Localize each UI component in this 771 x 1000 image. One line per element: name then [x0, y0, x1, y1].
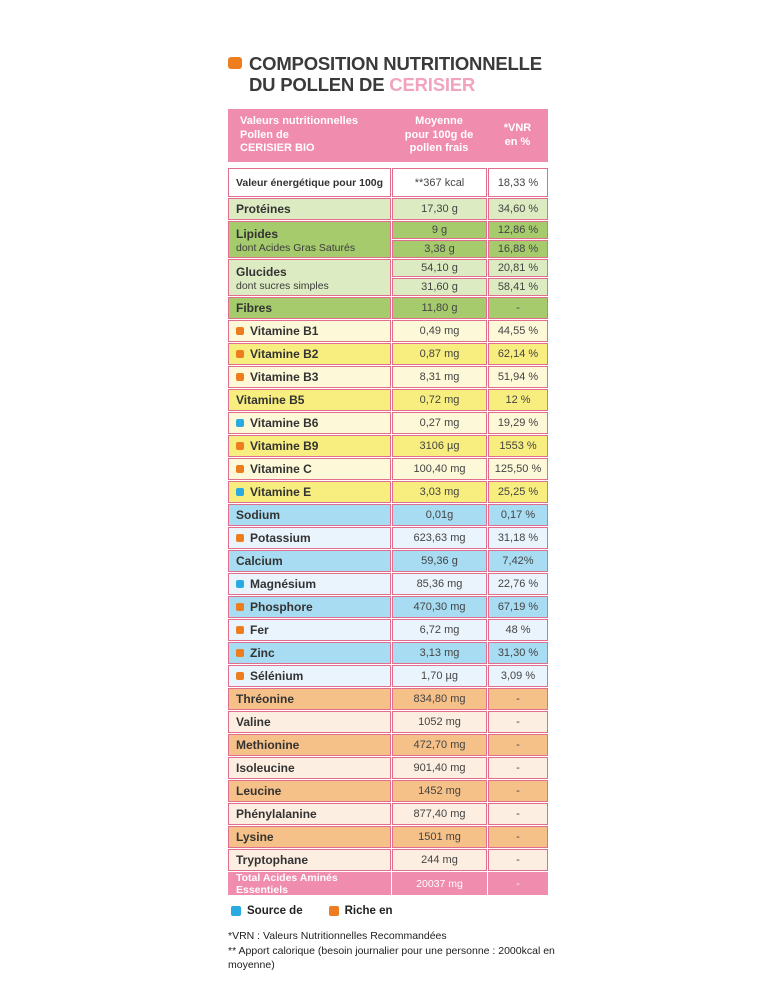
- row-vnr: -: [488, 711, 548, 733]
- legend: [228, 905, 548, 917]
- row-value: 1052 mg: [392, 711, 487, 733]
- row-label-text: Vitamine C: [250, 462, 312, 476]
- row-label-text: Leucine: [236, 784, 282, 798]
- header-col2-line: pollen frais: [409, 142, 469, 155]
- row-label: [228, 412, 391, 434]
- row-label-text: Vitamine B2: [250, 347, 319, 361]
- table-row: [228, 481, 548, 503]
- row-label-text: Vitamine B6: [250, 416, 319, 430]
- riche-en-icon: [236, 672, 244, 680]
- row-vnr: 31,30 %: [488, 642, 548, 664]
- row-label-text: Lysine: [236, 830, 274, 844]
- legend-riche-label: Riche en: [344, 905, 393, 917]
- row-label-text: Glucides: [236, 264, 287, 279]
- riche-en-icon: [236, 465, 244, 473]
- row-vnr: 62,14 %: [488, 343, 548, 365]
- row-label: [228, 198, 391, 220]
- row-value: 3106 µg: [392, 435, 487, 457]
- row-label-text: Vitamine B1: [250, 324, 319, 338]
- row-vnr: 18,33 %: [488, 168, 548, 197]
- row-label-text: Fer: [250, 623, 269, 637]
- row-label: [228, 642, 391, 664]
- row-vnr: 67,19 %: [488, 596, 548, 618]
- row-label: [228, 803, 391, 825]
- row-label: [228, 481, 391, 503]
- row-value: 3,13 mg: [392, 642, 487, 664]
- row-label: [228, 343, 391, 365]
- table-row: [228, 688, 548, 710]
- row-value: 1452 mg: [392, 780, 487, 802]
- row-subcolumn: [392, 221, 548, 258]
- row-vnr: -: [488, 297, 548, 319]
- row-vnr: -: [488, 872, 548, 895]
- header-col-nutrition: [228, 109, 391, 162]
- row-label-text: Calcium: [236, 554, 283, 568]
- source-de-icon: [231, 906, 241, 916]
- row-label-text: Tryptophane: [236, 853, 309, 867]
- row-vnr: 51,94 %: [488, 366, 548, 388]
- row-vnr: 12,86 %: [488, 221, 548, 239]
- page-title: [249, 53, 542, 95]
- header-col-average: [391, 109, 487, 162]
- table-row: [228, 412, 548, 434]
- row-subrow: [392, 221, 548, 239]
- table-row: [228, 573, 548, 595]
- row-label-text: Valeur énergétique pour 100g: [236, 176, 384, 189]
- row-label: [228, 573, 391, 595]
- table-row: [228, 711, 548, 733]
- riche-en-icon: [236, 373, 244, 381]
- row-vnr: 20,81 %: [488, 259, 548, 277]
- row-label-text: Lipides: [236, 226, 279, 241]
- row-label: [228, 435, 391, 457]
- header-col2-line: Moyenne: [415, 115, 463, 128]
- row-vnr: 3,09 %: [488, 665, 548, 687]
- row-sublabel-text: dont Acides Gras Saturés: [236, 241, 356, 254]
- riche-en-icon: [236, 534, 244, 542]
- table-row: [228, 389, 548, 411]
- row-label: [228, 168, 391, 197]
- row-value: 17,30 g: [392, 198, 487, 220]
- row-label-text: Vitamine B3: [250, 370, 319, 384]
- content: [228, 53, 555, 973]
- row-vnr: 0,17 %: [488, 504, 548, 526]
- row-label: [228, 688, 391, 710]
- row-label: [228, 527, 391, 549]
- row-label: [228, 757, 391, 779]
- table-row: [228, 221, 548, 258]
- title-section: [228, 53, 548, 95]
- header-col2-line: pour 100g de: [404, 128, 474, 141]
- footnotes: [228, 929, 568, 973]
- riche-en-icon: [236, 350, 244, 358]
- row-label-text: Valine: [236, 715, 271, 729]
- table-row: [228, 642, 548, 664]
- row-value: 0,72 mg: [392, 389, 487, 411]
- table-row: [228, 803, 548, 825]
- table-row: [228, 596, 548, 618]
- row-label: [228, 550, 391, 572]
- row-label: [228, 259, 391, 296]
- row-label: [228, 826, 391, 848]
- row-label: [228, 221, 391, 258]
- footnote-calories: ** Apport calorique (besoin journalier pour une personne : 2000kcal en moyenne): [228, 944, 555, 971]
- row-value: 54,10 g: [392, 259, 487, 277]
- row-label-text: Potassium: [250, 531, 311, 545]
- row-vnr: 31,18 %: [488, 527, 548, 549]
- riche-en-icon: [236, 603, 244, 611]
- row-value: 1,70 µg: [392, 665, 487, 687]
- row-value: 0,27 mg: [392, 412, 487, 434]
- table-row: [228, 734, 548, 756]
- row-label: [228, 665, 391, 687]
- table-header: [228, 109, 548, 162]
- row-vnr: -: [488, 734, 548, 756]
- row-value: 0,01g: [392, 504, 487, 526]
- header-col3-line: *VNR: [503, 122, 532, 134]
- row-label: [228, 389, 391, 411]
- row-vnr: 58,41 %: [488, 278, 548, 296]
- riche-en-icon: [329, 906, 339, 916]
- row-label-text: Methionine: [236, 738, 300, 752]
- row-label: [228, 297, 391, 319]
- title-bullet-icon: [228, 57, 242, 69]
- table-row: [228, 757, 548, 779]
- row-value: 0,87 mg: [392, 343, 487, 365]
- row-label-text: Fibres: [236, 301, 273, 315]
- row-value: 623,63 mg: [392, 527, 487, 549]
- row-vnr: -: [488, 826, 548, 848]
- table-row: [228, 826, 548, 848]
- row-subrow: [392, 259, 548, 277]
- row-vnr: -: [488, 803, 548, 825]
- row-label: [228, 711, 391, 733]
- row-vnr: 25,25 %: [488, 481, 548, 503]
- page-title-highlight: CERISIER: [389, 74, 476, 95]
- row-vnr: 44,55 %: [488, 320, 548, 342]
- table-row: [228, 550, 548, 572]
- row-vnr: 16,88 %: [488, 240, 548, 258]
- table-row: [228, 849, 548, 871]
- row-vnr: 12 %: [488, 389, 548, 411]
- legend-source-label: Source de: [247, 905, 303, 917]
- table-row: [228, 198, 548, 220]
- riche-en-icon: [236, 649, 244, 657]
- legend-item-riche: [329, 905, 393, 917]
- row-label: [228, 504, 391, 526]
- row-label-text: Sélénium: [250, 669, 304, 683]
- row-vnr: 34,60 %: [488, 198, 548, 220]
- row-sublabel-text: dont sucres simples: [236, 279, 329, 292]
- row-value: 59,36 g: [392, 550, 487, 572]
- table-row: [228, 527, 548, 549]
- row-value: 472,70 mg: [392, 734, 487, 756]
- row-value: **367 kcal: [392, 168, 487, 197]
- row-subcolumn: [392, 259, 548, 296]
- row-value: 85,36 mg: [392, 573, 487, 595]
- legend-item-source: [231, 905, 303, 917]
- row-label-text: Phosphore: [250, 600, 313, 614]
- row-label: [228, 849, 391, 871]
- row-value: 834,80 mg: [392, 688, 487, 710]
- row-value: 244 mg: [392, 849, 487, 871]
- row-value: 31,60 g: [392, 278, 487, 296]
- header-col-vnr: [487, 109, 548, 162]
- row-label-text: Vitamine B5: [236, 393, 305, 407]
- row-label-text: Isoleucine: [236, 761, 295, 775]
- row-vnr: 48 %: [488, 619, 548, 641]
- row-label: [228, 320, 391, 342]
- riche-en-icon: [236, 626, 244, 634]
- header-col1-line: CERISIER BIO: [240, 142, 315, 155]
- row-value: 3,38 g: [392, 240, 487, 258]
- row-value: 8,31 mg: [392, 366, 487, 388]
- row-vnr: 22,76 %: [488, 573, 548, 595]
- table-row: [228, 366, 548, 388]
- table-row: [228, 780, 548, 802]
- table-row: [228, 435, 548, 457]
- row-label-text: Phénylalanine: [236, 807, 317, 821]
- row-value: 9 g: [392, 221, 487, 239]
- row-value: 100,40 mg: [392, 458, 487, 480]
- header-col3-line: en %: [504, 135, 531, 148]
- row-value: 877,40 mg: [392, 803, 487, 825]
- row-vnr: 1553 %: [488, 435, 548, 457]
- table-body: [228, 168, 548, 895]
- row-value: 0,49 mg: [392, 320, 487, 342]
- table-row: [228, 297, 548, 319]
- row-vnr: -: [488, 757, 548, 779]
- page-title-line1: COMPOSITION NUTRITIONNELLE: [249, 53, 542, 74]
- row-value: 6,72 mg: [392, 619, 487, 641]
- footnote-vrn: *VRN : Valeurs Nutritionnelles Recommandées: [228, 930, 447, 942]
- row-value: 11,80 g: [392, 297, 487, 319]
- table-row: [228, 619, 548, 641]
- row-value: 901,40 mg: [392, 757, 487, 779]
- riche-en-icon: [236, 327, 244, 335]
- row-label: [228, 872, 391, 895]
- header-col1-line: Pollen de: [240, 128, 289, 141]
- row-label-text: Sodium: [236, 508, 280, 522]
- row-label: [228, 780, 391, 802]
- row-label-text: Total Acides Aminés Essentiels: [236, 871, 338, 896]
- row-label: [228, 366, 391, 388]
- row-label-text: Vitamine B9: [250, 439, 319, 453]
- row-subrow: [392, 278, 548, 296]
- row-label-text: Vitamine E: [250, 485, 312, 499]
- row-label: [228, 458, 391, 480]
- row-vnr: -: [488, 780, 548, 802]
- riche-en-icon: [236, 442, 244, 450]
- row-label: [228, 596, 391, 618]
- row-label-text: Thréonine: [236, 692, 295, 706]
- row-subrow: [392, 240, 548, 258]
- row-label-text: Protéines: [236, 202, 291, 216]
- source-de-icon: [236, 580, 244, 588]
- table-row: [228, 168, 548, 197]
- row-label: [228, 619, 391, 641]
- table-footer-row: [228, 872, 548, 895]
- row-value: 3,03 mg: [392, 481, 487, 503]
- row-label-text: Magnésium: [250, 577, 317, 591]
- row-vnr: 19,29 %: [488, 412, 548, 434]
- table-row: [228, 665, 548, 687]
- row-vnr: 7,42%: [488, 550, 548, 572]
- source-de-icon: [236, 488, 244, 496]
- row-label: [228, 734, 391, 756]
- row-value: 470,30 mg: [392, 596, 487, 618]
- table-row: [228, 458, 548, 480]
- row-value: 1501 mg: [392, 826, 487, 848]
- source-de-icon: [236, 419, 244, 427]
- header-col1-line: Valeurs nutritionnelles: [240, 115, 358, 128]
- row-vnr: -: [488, 688, 548, 710]
- table-row: [228, 320, 548, 342]
- row-vnr: -: [488, 849, 548, 871]
- table-row: [228, 259, 548, 296]
- table-row: [228, 504, 548, 526]
- table-row: [228, 343, 548, 365]
- row-vnr: 125,50 %: [488, 458, 548, 480]
- row-label-text: Zinc: [250, 646, 275, 660]
- page-title-line2: DU POLLEN DE: [249, 74, 385, 95]
- row-value: 20037 mg: [392, 872, 487, 895]
